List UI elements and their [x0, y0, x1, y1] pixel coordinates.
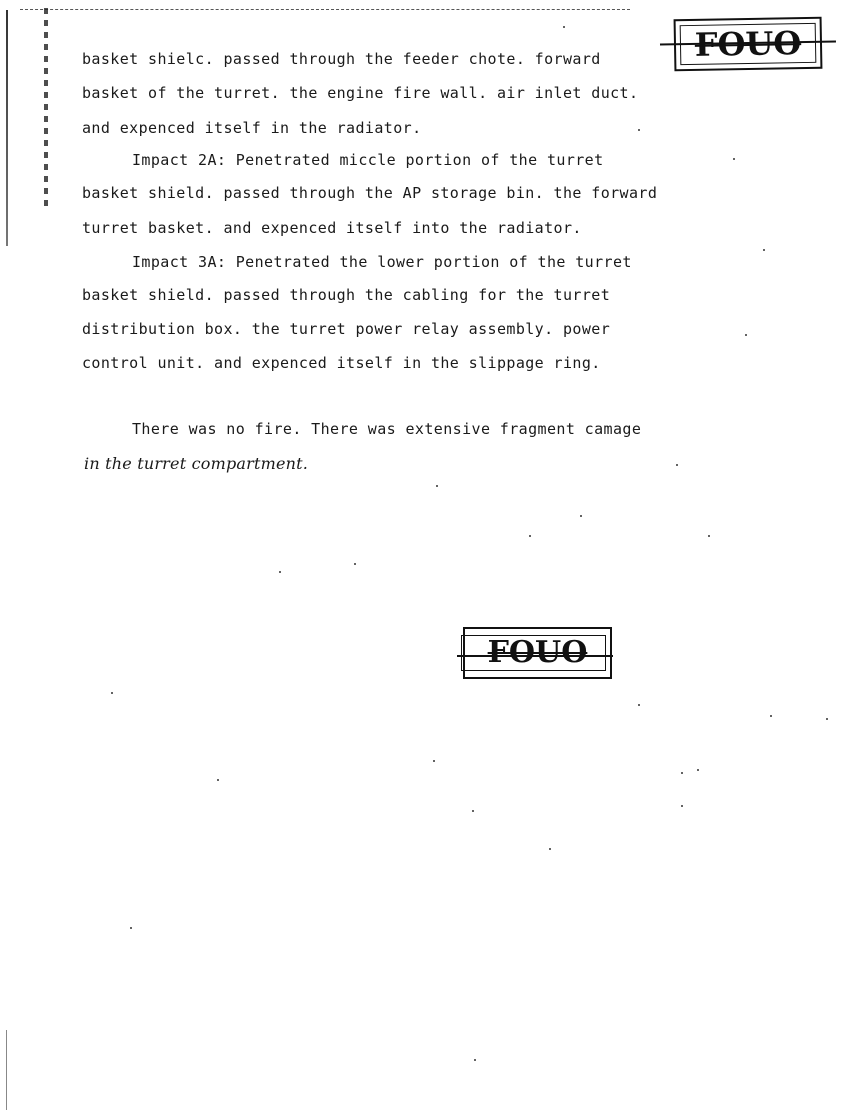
impact-2a-line: Impact 2A: Penetrated miccle portion of the turret	[132, 151, 604, 169]
body-line-3: and expenced itself in the radiator.	[82, 119, 422, 137]
scan-speck	[681, 772, 683, 774]
scan-speck	[436, 485, 438, 487]
scan-speck	[733, 158, 735, 160]
scan-speck	[708, 535, 710, 537]
body-line-6: turret basket. and expenced itself into the radiator.	[82, 219, 582, 237]
scan-speck	[697, 769, 699, 771]
scan-speck	[217, 779, 219, 781]
no-fire-line: There was no fire. There was extensive fragment camage	[132, 420, 642, 438]
scan-speck	[681, 805, 683, 807]
handwritten-line: in the turret compartment.	[84, 454, 309, 473]
scan-speck	[770, 715, 772, 717]
scan-speck	[676, 464, 678, 466]
scan-speck	[433, 760, 435, 762]
body-line-2: basket of the turret. the engine fire wall. air inlet duct.	[82, 84, 639, 102]
body-line-1: basket shielc. passed through the feeder chote. forward	[82, 50, 601, 68]
scan-speck	[529, 535, 531, 537]
scan-speck	[549, 848, 551, 850]
scan-speck	[763, 249, 765, 251]
impact-3a-line: Impact 3A: Penetrated the lower portion of the turret	[132, 253, 632, 271]
scan-speck	[638, 704, 640, 706]
scan-top-edge	[20, 9, 630, 10]
scan-left-edge-lower	[6, 1030, 7, 1110]
scan-speck	[130, 927, 132, 929]
body-line-5: basket shield. passed through the AP storage bin. the forward	[82, 184, 658, 202]
stamp-text: FOUO	[487, 635, 588, 670]
scan-speck	[472, 810, 474, 812]
body-line-9: distribution box. the turret power relay assembly. power	[82, 320, 611, 338]
scan-speck	[826, 718, 828, 720]
fouo-stamp-top	[674, 17, 823, 72]
scan-speck	[563, 26, 565, 28]
stamp-text: FOUO	[694, 24, 802, 64]
body-line-10: control unit. and expenced itself in the slippage ring.	[82, 354, 601, 372]
scan-speck	[474, 1059, 476, 1061]
scan-speck	[111, 692, 113, 694]
scan-speck	[354, 563, 356, 565]
scan-speck	[580, 515, 582, 517]
fouo-stamp-middle	[463, 627, 612, 679]
scan-speck	[638, 129, 640, 131]
scan-speck	[745, 334, 747, 336]
scan-speck	[279, 571, 281, 573]
body-line-8: basket shield. passed through the cabling for the turret	[82, 286, 611, 304]
binding-hole-marks	[44, 8, 48, 208]
scan-left-edge	[6, 10, 8, 246]
